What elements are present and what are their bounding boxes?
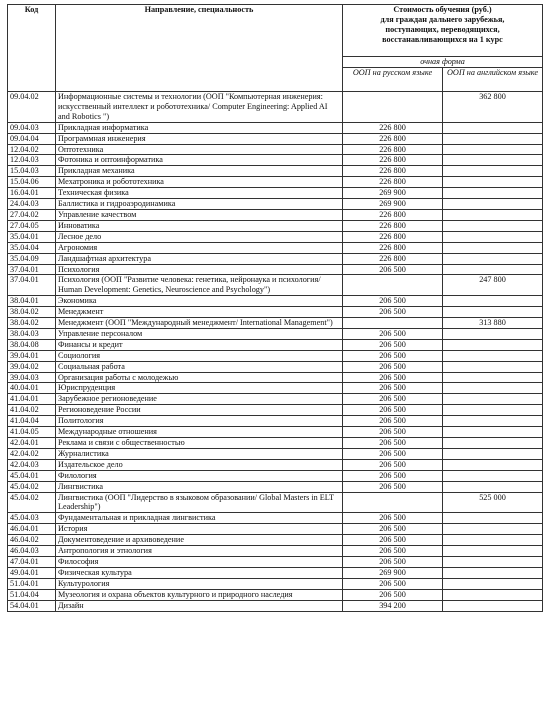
table-row — [8, 122, 543, 133]
row-price-english — [443, 177, 543, 188]
row-direction: Прикладная информатика — [56, 122, 343, 133]
row-direction: Регионоведение России — [56, 405, 343, 416]
row-price-russian — [343, 92, 443, 123]
row-price-russian: 206 500 — [343, 589, 443, 600]
row-price-russian: 269 900 — [343, 188, 443, 199]
row-code: 37.04.01 — [8, 264, 56, 275]
row-price-english — [443, 578, 543, 589]
row-direction: Управление персоналом — [56, 328, 343, 339]
header-cost-line3: поступающих, переводящихся, — [385, 24, 500, 34]
row-price-english — [443, 459, 543, 470]
row-code: 41.04.05 — [8, 427, 56, 438]
row-code: 54.04.01 — [8, 600, 56, 611]
row-price-english: 313 880 — [443, 318, 543, 329]
row-direction: Экономика — [56, 296, 343, 307]
row-direction: Оптотехника — [56, 144, 343, 155]
table-row — [8, 361, 543, 372]
row-price-english — [443, 296, 543, 307]
row-direction: Культурология — [56, 578, 343, 589]
row-direction: Прикладная механика — [56, 166, 343, 177]
table-row — [8, 578, 543, 589]
row-price-russian: 206 500 — [343, 481, 443, 492]
row-price-russian: 206 500 — [343, 513, 443, 524]
table-row — [8, 253, 543, 264]
table-row — [8, 318, 543, 329]
table-row — [8, 405, 543, 416]
row-code: 38.04.02 — [8, 318, 56, 329]
row-price-russian: 206 500 — [343, 361, 443, 372]
row-price-english — [443, 339, 543, 350]
row-price-russian: 206 500 — [343, 339, 443, 350]
row-direction: Финансы и кредит — [56, 339, 343, 350]
table-row — [8, 220, 543, 231]
row-price-english — [443, 307, 543, 318]
row-price-english — [443, 199, 543, 210]
row-price-russian: 206 500 — [343, 448, 443, 459]
header-cost-line2: для граждан дальнего зарубежья, — [380, 14, 505, 24]
row-direction: Организация работы с молодежью — [56, 372, 343, 383]
row-direction: Менеджмент (ООП "Международный менеджмент/ International Management") — [56, 318, 343, 329]
row-code: 09.04.02 — [8, 92, 56, 123]
row-direction: Мехатроника и робототехника — [56, 177, 343, 188]
row-price-russian: 206 500 — [343, 394, 443, 405]
row-direction: Баллистика и гидроаэродинамика — [56, 199, 343, 210]
row-code: 16.04.01 — [8, 188, 56, 199]
row-code: 24.04.03 — [8, 199, 56, 210]
table-row — [8, 524, 543, 535]
row-code: 27.04.02 — [8, 209, 56, 220]
row-price-russian: 226 800 — [343, 155, 443, 166]
row-code: 47.04.01 — [8, 556, 56, 567]
row-price-english — [443, 556, 543, 567]
row-code: 35.04.04 — [8, 242, 56, 253]
table-row — [8, 383, 543, 394]
row-price-english — [443, 372, 543, 383]
row-direction: Психология — [56, 264, 343, 275]
row-code: 46.04.01 — [8, 524, 56, 535]
row-price-english — [443, 209, 543, 220]
row-price-english — [443, 600, 543, 611]
row-direction: Издательское дело — [56, 459, 343, 470]
row-price-english: 362 800 — [443, 92, 543, 123]
row-price-russian: 226 800 — [343, 122, 443, 133]
row-price-english — [443, 481, 543, 492]
row-code: 42.04.02 — [8, 448, 56, 459]
row-code: 49.04.01 — [8, 567, 56, 578]
row-price-english — [443, 328, 543, 339]
table-row — [8, 328, 543, 339]
row-price-russian — [343, 318, 443, 329]
row-price-english — [443, 264, 543, 275]
table-row — [8, 339, 543, 350]
table-row — [8, 567, 543, 578]
row-price-russian: 206 500 — [343, 524, 443, 535]
row-code: 51.04.01 — [8, 578, 56, 589]
row-code: 45.04.03 — [8, 513, 56, 524]
table-row — [8, 513, 543, 524]
table-row — [8, 459, 543, 470]
row-direction: Физическая культура — [56, 567, 343, 578]
row-price-english — [443, 383, 543, 394]
table-row — [8, 556, 543, 567]
row-code: 42.04.01 — [8, 438, 56, 449]
row-price-russian: 226 800 — [343, 253, 443, 264]
row-code: 41.04.01 — [8, 394, 56, 405]
row-price-russian: 226 800 — [343, 133, 443, 144]
table-row — [8, 275, 543, 296]
row-price-russian: 206 500 — [343, 372, 443, 383]
table-row — [8, 155, 543, 166]
row-direction: Документоведение и архивоведение — [56, 535, 343, 546]
row-price-english — [443, 567, 543, 578]
row-price-english — [443, 231, 543, 242]
table-row — [8, 144, 543, 155]
row-direction: Политология — [56, 416, 343, 427]
table-row — [8, 372, 543, 383]
row-code: 37.04.01 — [8, 275, 56, 296]
row-price-english — [443, 188, 543, 199]
row-code: 38.04.02 — [8, 307, 56, 318]
row-direction: Информационные системы и технологии (ООП "Компьютерная инженерия: искусственный интеллект и робототехника/ Computer Engineering: Applied AI and Robotics ") — [56, 92, 343, 123]
header-study-form: очная форма — [343, 57, 543, 68]
row-price-russian: 206 500 — [343, 296, 443, 307]
row-price-english — [443, 513, 543, 524]
header-direction: Направление, специальность — [56, 5, 343, 92]
row-price-english — [443, 253, 543, 264]
row-price-english — [443, 133, 543, 144]
row-price-russian: 206 500 — [343, 470, 443, 481]
table-row — [8, 470, 543, 481]
row-price-english — [443, 589, 543, 600]
row-price-english — [443, 220, 543, 231]
row-direction: Зарубежное регионоведение — [56, 394, 343, 405]
table-row — [8, 546, 543, 557]
row-price-russian: 206 500 — [343, 405, 443, 416]
row-code: 45.04.02 — [8, 492, 56, 513]
header-english-program: ООП на английском языке — [443, 68, 543, 92]
row-price-english — [443, 546, 543, 557]
row-direction: Ландшафтная архитектура — [56, 253, 343, 264]
row-direction: Фотоника и оптоинформатика — [56, 155, 343, 166]
row-price-russian: 226 800 — [343, 242, 443, 253]
table-row — [8, 166, 543, 177]
row-direction: Музеология и охрана объектов культурного и природного наследия — [56, 589, 343, 600]
row-price-english — [443, 242, 543, 253]
table-row — [8, 199, 543, 210]
row-code: 35.04.01 — [8, 231, 56, 242]
table-row — [8, 188, 543, 199]
table-row — [8, 438, 543, 449]
row-code: 40.04.01 — [8, 383, 56, 394]
row-price-russian: 206 500 — [343, 578, 443, 589]
row-code: 35.04.09 — [8, 253, 56, 264]
row-price-english — [443, 470, 543, 481]
row-direction: Лингвистика — [56, 481, 343, 492]
row-price-russian: 206 500 — [343, 427, 443, 438]
row-price-english — [443, 535, 543, 546]
row-direction: Инноватика — [56, 220, 343, 231]
row-price-russian: 206 500 — [343, 264, 443, 275]
row-direction: Философия — [56, 556, 343, 567]
table-row — [8, 209, 543, 220]
table-row — [8, 296, 543, 307]
row-code: 38.04.01 — [8, 296, 56, 307]
row-price-russian: 206 500 — [343, 383, 443, 394]
row-price-english — [443, 166, 543, 177]
row-price-russian: 226 800 — [343, 220, 443, 231]
row-price-russian: 206 500 — [343, 546, 443, 557]
row-code: 39.04.02 — [8, 361, 56, 372]
row-code: 15.04.03 — [8, 166, 56, 177]
row-price-english — [443, 416, 543, 427]
row-price-english — [443, 361, 543, 372]
table-row — [8, 264, 543, 275]
row-direction: Агрономия — [56, 242, 343, 253]
row-price-english — [443, 350, 543, 361]
row-code: 09.04.03 — [8, 122, 56, 133]
table-row — [8, 492, 543, 513]
table-row — [8, 350, 543, 361]
header-code: Код — [8, 5, 56, 92]
row-direction: Менеджмент — [56, 307, 343, 318]
row-code: 09.04.04 — [8, 133, 56, 144]
table-row — [8, 92, 543, 123]
header-russian-program: ООП на русском языке — [343, 68, 443, 92]
row-price-russian: 206 500 — [343, 535, 443, 546]
row-direction: Психология (ООП "Развитие человека: генетика, нейронаука и психология/ Human Development: Genetics, Neuroscience and Psychology") — [56, 275, 343, 296]
row-code: 51.04.04 — [8, 589, 56, 600]
header-cost-line1: Стоимость обучения (руб.) — [393, 5, 492, 14]
row-code: 45.04.02 — [8, 481, 56, 492]
row-price-english — [443, 524, 543, 535]
row-direction: Лесное дело — [56, 231, 343, 242]
row-price-russian: 206 500 — [343, 307, 443, 318]
row-direction: Дизайн — [56, 600, 343, 611]
table-row — [8, 427, 543, 438]
row-price-russian: 226 800 — [343, 177, 443, 188]
row-direction: Реклама и связи с общественностью — [56, 438, 343, 449]
row-price-russian: 394 200 — [343, 600, 443, 611]
row-direction: Социальная работа — [56, 361, 343, 372]
row-price-russian: 226 800 — [343, 144, 443, 155]
table-row — [8, 133, 543, 144]
row-code: 41.04.04 — [8, 416, 56, 427]
row-direction: Социология — [56, 350, 343, 361]
tuition-table — [7, 4, 543, 612]
row-price-russian: 206 500 — [343, 459, 443, 470]
row-code: 12.04.03 — [8, 155, 56, 166]
row-price-russian: 269 900 — [343, 567, 443, 578]
row-price-english: 247 800 — [443, 275, 543, 296]
row-price-english: 525 000 — [443, 492, 543, 513]
table-row — [8, 231, 543, 242]
row-code: 12.04.02 — [8, 144, 56, 155]
row-code: 38.04.08 — [8, 339, 56, 350]
row-price-english — [443, 155, 543, 166]
row-price-russian: 206 500 — [343, 350, 443, 361]
table-body — [8, 92, 543, 612]
row-price-english — [443, 448, 543, 459]
table-row — [8, 177, 543, 188]
table-row — [8, 307, 543, 318]
row-price-russian: 206 500 — [343, 416, 443, 427]
row-code: 39.04.01 — [8, 350, 56, 361]
row-code: 42.04.03 — [8, 459, 56, 470]
row-price-russian: 206 500 — [343, 328, 443, 339]
row-direction: Филология — [56, 470, 343, 481]
row-price-russian: 206 500 — [343, 438, 443, 449]
row-code: 39.04.03 — [8, 372, 56, 383]
row-code: 27.04.05 — [8, 220, 56, 231]
table-row — [8, 535, 543, 546]
row-direction: Антропология и этнология — [56, 546, 343, 557]
row-price-english — [443, 122, 543, 133]
table-row — [8, 448, 543, 459]
header-cost-line4: восстанавливающихся на 1 курс — [382, 34, 503, 44]
row-price-russian: 226 800 — [343, 166, 443, 177]
table-row — [8, 589, 543, 600]
table-row — [8, 242, 543, 253]
row-price-english — [443, 394, 543, 405]
row-price-russian — [343, 492, 443, 513]
row-code: 38.04.03 — [8, 328, 56, 339]
row-direction: Лингвистика (ООП "Лидерство в языковом образовании/ Global Masters in ELT Leadership") — [56, 492, 343, 513]
row-direction: История — [56, 524, 343, 535]
row-direction: Управление качеством — [56, 209, 343, 220]
row-price-russian: 206 500 — [343, 556, 443, 567]
row-price-russian: 226 800 — [343, 231, 443, 242]
row-price-russian — [343, 275, 443, 296]
row-code: 15.04.06 — [8, 177, 56, 188]
row-price-english — [443, 438, 543, 449]
row-price-russian: 226 800 — [343, 209, 443, 220]
row-direction: Техническая физика — [56, 188, 343, 199]
row-direction: Программная инженерия — [56, 133, 343, 144]
row-code: 45.04.01 — [8, 470, 56, 481]
table-row — [8, 394, 543, 405]
header-cost — [343, 5, 543, 57]
row-direction: Юриспруденция — [56, 383, 343, 394]
row-price-english — [443, 427, 543, 438]
row-direction: Журналистика — [56, 448, 343, 459]
row-price-english — [443, 144, 543, 155]
row-price-english — [443, 405, 543, 416]
row-direction: Международные отношения — [56, 427, 343, 438]
table-row — [8, 416, 543, 427]
row-direction: Фундаментальная и прикладная лингвистика — [56, 513, 343, 524]
table-row — [8, 600, 543, 611]
table-row — [8, 481, 543, 492]
row-code: 46.04.02 — [8, 535, 56, 546]
row-code: 41.04.02 — [8, 405, 56, 416]
row-price-russian: 269 900 — [343, 199, 443, 210]
row-code: 46.04.03 — [8, 546, 56, 557]
